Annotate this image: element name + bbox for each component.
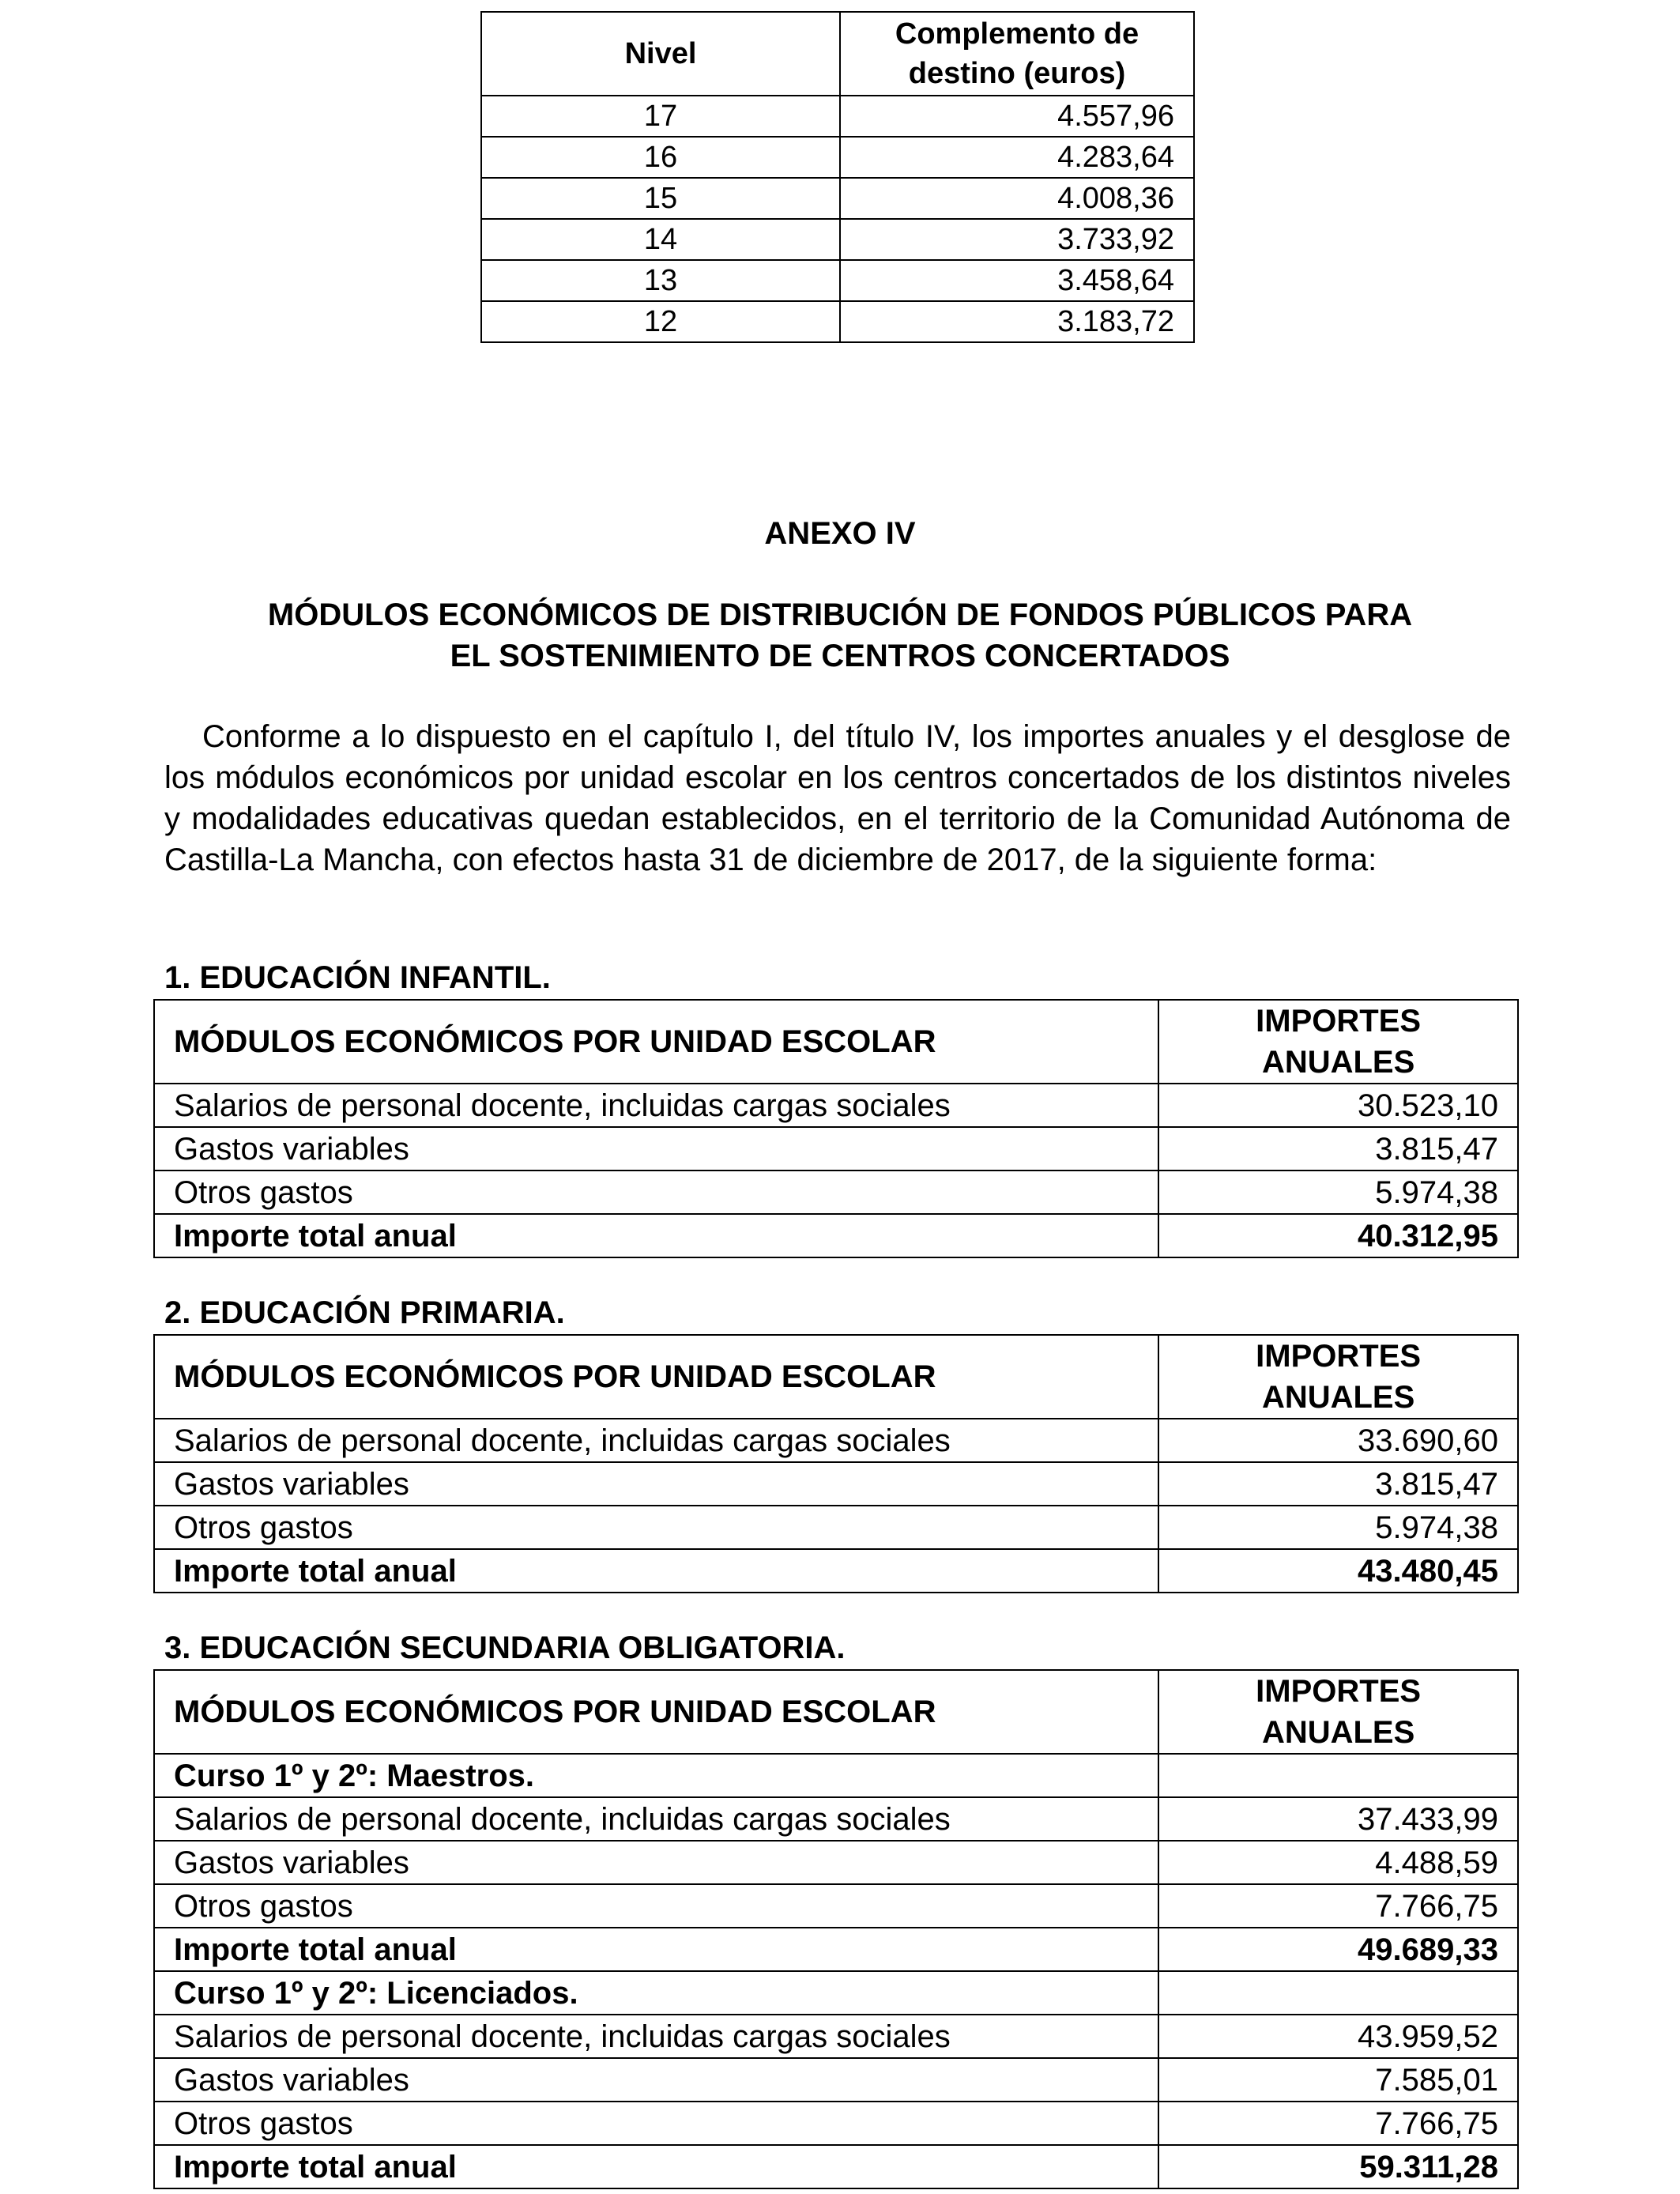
header-importes-line2: ANUALES [1261,1380,1415,1415]
table-row [481,219,1194,260]
header-modules: MÓDULOS ECONÓMICOS POR UNIDAD ESCOLAR [154,1335,1158,1419]
table-row-total [154,1214,1518,1257]
row-label: Curso 1º y 2º: Licenciados. [154,1971,1158,2015]
row-label: Importe total anual [154,1928,1158,1971]
table-row [154,1506,1518,1549]
table-row [481,96,1194,137]
row-value: 4.488,59 [1158,1841,1518,1884]
complemento-cell: 4.557,96 [840,96,1194,137]
row-label: Gastos variables [154,1462,1158,1506]
row-value: 30.523,10 [1158,1084,1518,1127]
table-row [481,301,1194,342]
header-modules: MÓDULOS ECONÓMICOS POR UNIDAD ESCOLAR [154,1000,1158,1084]
table-header-row [154,1335,1518,1419]
table-row [154,2058,1518,2102]
table-row-total [154,1549,1518,1593]
row-value: 7.766,75 [1158,2102,1518,2145]
modules-table-secundaria [153,1669,1519,2189]
row-value: 5.974,38 [1158,1171,1518,1214]
row-value: 3.815,47 [1158,1462,1518,1506]
header-importes-line1: IMPORTES [1256,1004,1422,1039]
row-label: Curso 1º y 2º: Maestros. [154,1754,1158,1797]
table-row [154,1841,1518,1884]
header-complemento-line2: destino (euros) [908,57,1126,90]
header-importes-line2: ANUALES [1261,1715,1415,1750]
row-label: Salarios de personal docente, incluidas cargas sociales [154,1084,1158,1127]
table-row-subheading [154,1754,1518,1797]
row-value: 59.311,28 [1158,2145,1518,2188]
section-heading-secundaria: 3. EDUCACIÓN SECUNDARIA OBLIGATORIA. [164,1630,846,1665]
row-label: Importe total anual [154,1549,1158,1593]
table-row [481,178,1194,219]
intro-paragraph: Conforme a lo dispuesto en el capítulo I, del título IV, los importes anuales y el desglose de los módulos económicos por unidad escolar en los centros concertados de los distintos niveles y modalidades educativas quedan establecidos, en el territorio de la Comunidad Autónoma de Castilla-La Mancha, con efectos hasta 31 de diciembre de 2017, de la siguiente forma: [164,719,1511,877]
header-nivel: Nivel [481,12,840,96]
table-row [154,1127,1518,1171]
table-row [154,1884,1518,1928]
modules-table-infantil [153,999,1519,1258]
annex-subtitle [0,594,1680,677]
table-row-subheading [154,1971,1518,2015]
row-value: 33.690,60 [1158,1419,1518,1462]
table-row-total [154,1928,1518,1971]
row-label: Otros gastos [154,1506,1158,1549]
row-value: 37.433,99 [1158,1797,1518,1841]
row-value: 43.480,45 [1158,1549,1518,1593]
table-header-row [481,12,1194,96]
nivel-cell: 17 [481,96,840,137]
row-value: 40.312,95 [1158,1214,1518,1257]
row-value: 3.815,47 [1158,1127,1518,1171]
row-label: Otros gastos [154,1171,1158,1214]
table-row [154,1462,1518,1506]
nivel-cell: 14 [481,219,840,260]
header-importes-line1: IMPORTES [1256,1339,1422,1374]
header-complemento-line1: Complemento de [895,17,1139,51]
row-label: Gastos variables [154,2058,1158,2102]
row-value: 7.585,01 [1158,2058,1518,2102]
row-label: Salarios de personal docente, incluidas cargas sociales [154,1419,1158,1462]
header-importes [1158,1335,1518,1419]
header-importes-line1: IMPORTES [1256,1674,1422,1709]
table-row [154,2102,1518,2145]
complemento-cell: 4.283,64 [840,137,1194,178]
table-row [154,2015,1518,2058]
row-value: 43.959,52 [1158,2015,1518,2058]
row-label: Gastos variables [154,1127,1158,1171]
row-label: Importe total anual [154,2145,1158,2188]
table-row [154,1171,1518,1214]
row-label: Salarios de personal docente, incluidas cargas sociales [154,1797,1158,1841]
nivel-complemento-table [480,11,1195,343]
complemento-cell: 3.183,72 [840,301,1194,342]
table-row [154,1084,1518,1127]
table-header-row [154,1670,1518,1754]
annex-subtitle-line1: MÓDULOS ECONÓMICOS DE DISTRIBUCIÓN DE FONDOS PÚBLICOS PARA [267,598,1413,632]
row-value: 7.766,75 [1158,1884,1518,1928]
table-row [481,137,1194,178]
annex-title: ANEXO IV [764,516,916,551]
nivel-cell: 15 [481,178,840,219]
table-row [154,1797,1518,1841]
nivel-cell: 16 [481,137,840,178]
row-label: Gastos variables [154,1841,1158,1884]
nivel-cell: 13 [481,260,840,301]
complemento-cell: 3.458,64 [840,260,1194,301]
header-importes [1158,1000,1518,1084]
section-heading-primaria: 2. EDUCACIÓN PRIMARIA. [164,1295,565,1330]
row-label: Salarios de personal docente, incluidas cargas sociales [154,2015,1158,2058]
table-row [154,1419,1518,1462]
row-value: 5.974,38 [1158,1506,1518,1549]
complemento-cell: 4.008,36 [840,178,1194,219]
row-value: 49.689,33 [1158,1928,1518,1971]
complemento-cell: 3.733,92 [840,219,1194,260]
nivel-cell: 12 [481,301,840,342]
row-label: Otros gastos [154,2102,1158,2145]
table-row-total [154,2145,1518,2188]
modules-table-primaria [153,1334,1519,1593]
row-value [1158,1971,1518,2015]
header-importes-line2: ANUALES [1261,1045,1415,1080]
table-header-row [154,1000,1518,1084]
header-complemento [840,12,1194,96]
header-modules: MÓDULOS ECONÓMICOS POR UNIDAD ESCOLAR [154,1670,1158,1754]
annex-subtitle-line2: EL SOSTENIMIENTO DE CENTROS CONCERTADOS [450,639,1230,673]
header-importes [1158,1670,1518,1754]
section-heading-infantil: 1. EDUCACIÓN INFANTIL. [164,960,551,995]
row-label: Otros gastos [154,1884,1158,1928]
row-label: Importe total anual [154,1214,1158,1257]
row-value [1158,1754,1518,1797]
table-row [481,260,1194,301]
